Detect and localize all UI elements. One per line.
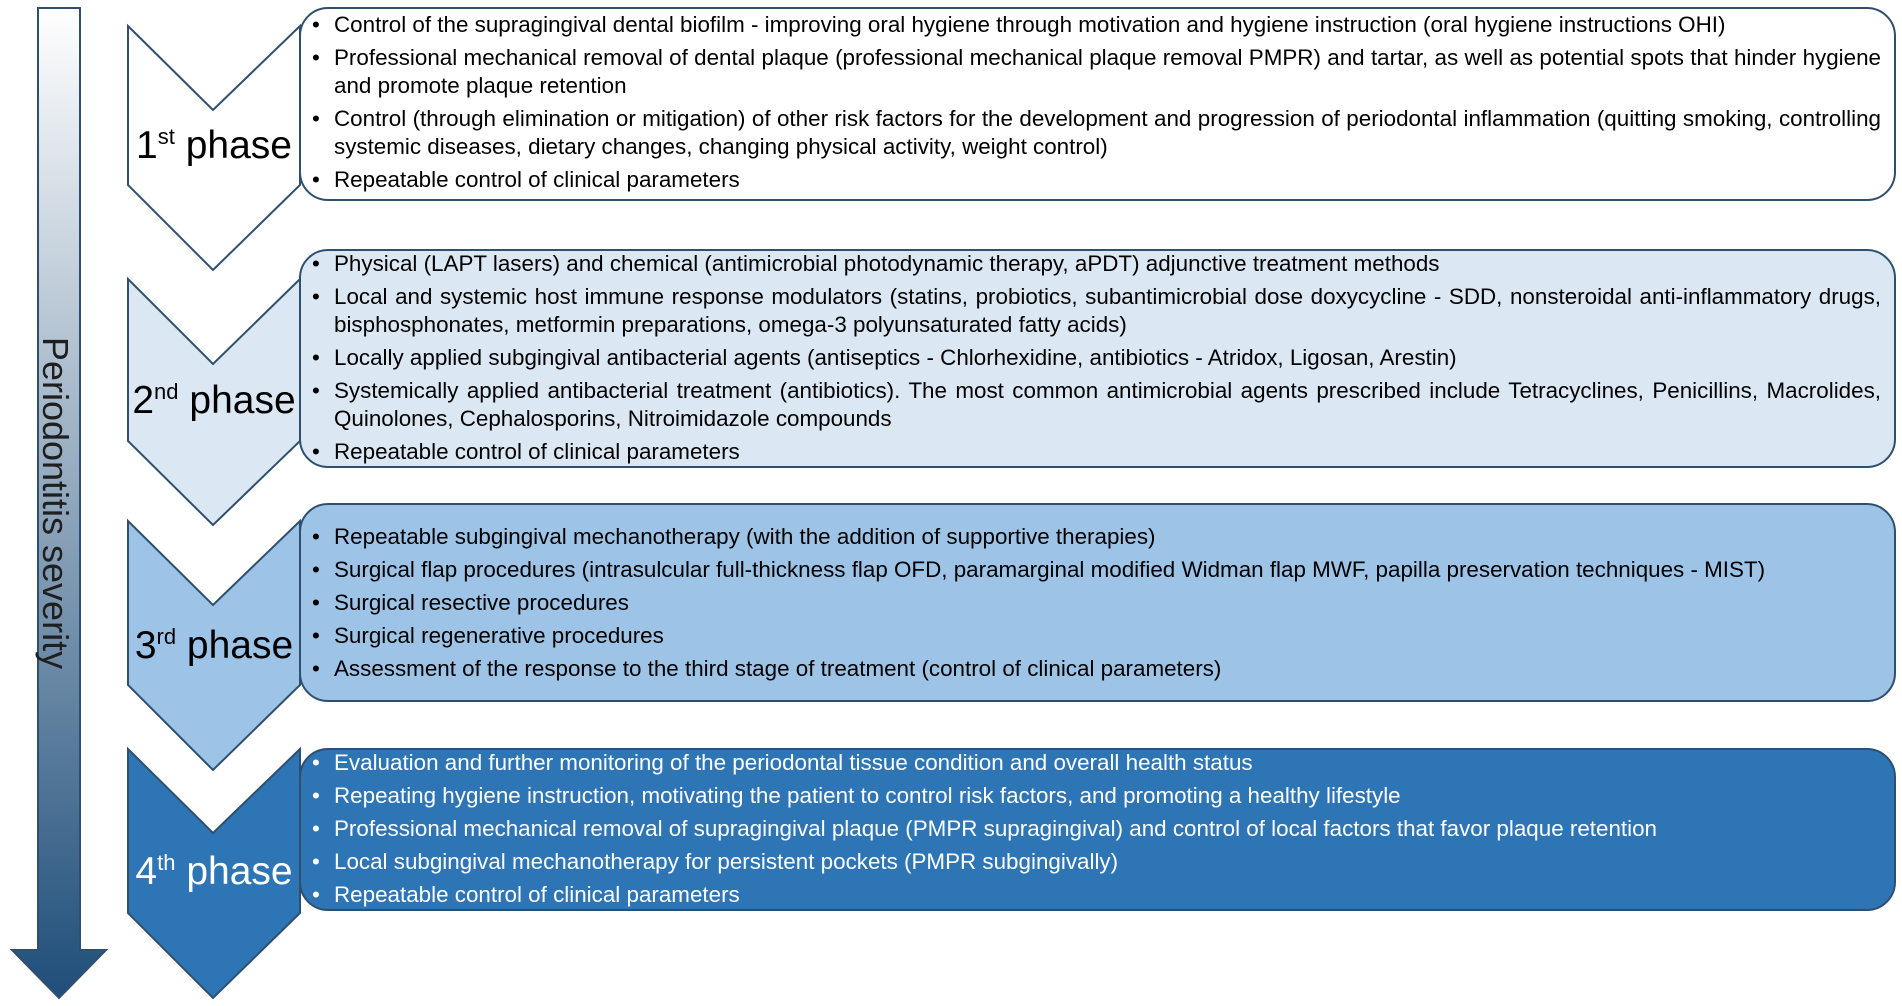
phase-2-content xyxy=(300,250,1895,471)
list-item: • Evaluation and further monitoring of the periodontal tissue condition and overall health status xyxy=(300,749,1881,777)
phase-2-suffix: nd xyxy=(154,379,179,404)
list-item: • Surgical resective procedures xyxy=(300,589,1881,617)
phase-1-number: 1 xyxy=(136,124,158,167)
list-item: • Repeatable subgingival mechanotherapy (with the addition of supportive therapies) xyxy=(300,523,1881,551)
phase-2-word: phase xyxy=(189,379,296,422)
list-item: • Local subgingival mechanotherapy for persistent pockets (PMPR subgingivally) xyxy=(300,848,1881,876)
list-item: • Repeating hygiene instruction, motivating the patient to control risk factors, and promoting a healthy lifestyle xyxy=(300,782,1881,810)
phase-4-label xyxy=(128,852,300,891)
phase-3-content xyxy=(300,523,1895,688)
list-item: • Repeatable control of clinical parameters xyxy=(300,881,1881,909)
phase-4-word: phase xyxy=(186,850,293,893)
list-item: • Local and systemic host immune response modulators (statins, probiotics, subantimicrobial dose doxycycline - SDD, nonsteroidal anti-inflammatory drugs, bisphosphonates, metformin preparations, omega-3 polyunsaturated fatty acids) xyxy=(300,283,1881,339)
phase-2-list xyxy=(300,250,1881,466)
list-item: • Repeatable control of clinical parameters xyxy=(300,166,1881,194)
phase-1-label xyxy=(128,126,300,165)
phase-3-suffix: rd xyxy=(156,624,177,649)
list-item: • Professional mechanical removal of supragingival plaque (PMPR supragingival) and control of local factors that favor plaque retention xyxy=(300,815,1881,843)
phase-4-suffix: th xyxy=(157,850,176,875)
list-item: • Repeatable control of clinical parameters xyxy=(300,438,1881,466)
phase-1-word: phase xyxy=(185,124,292,167)
phase-2-label xyxy=(128,381,300,420)
phase-3-number: 3 xyxy=(134,624,157,667)
severity-label-text: Periodontitis severity xyxy=(35,336,76,670)
list-item: • Control (through elimination or mitigation) of other risk factors for the development and progression of periodontal inflammation (quitting smoking, controlling systemic diseases, dietary changes, changing physical activity, weight control) xyxy=(300,105,1881,161)
phase-1-list xyxy=(300,11,1881,194)
phase-1-suffix: st xyxy=(157,124,175,149)
phase-4-list xyxy=(300,749,1881,909)
list-item: • Professional mechanical removal of dental plaque (professional mechanical plaque removal PMPR) and tartar, as well as potential spots that hinder hygiene and promote plaque retention xyxy=(300,44,1881,100)
phase-2-number: 2 xyxy=(132,379,155,422)
phase-3-label xyxy=(128,626,300,665)
list-item: • Surgical regenerative procedures xyxy=(300,622,1881,650)
list-item: • Systemically applied antibacterial treatment (antibiotics). The most common antimicrobial agents prescribed include Tetracyclines, Penicillins, Macrolides, Quinolones, Cephalosporins, Nitroimidazole compounds xyxy=(300,377,1881,433)
list-item: • Physical (LAPT lasers) and chemical (antimicrobial photodynamic therapy, aPDT) adjunctive treatment methods xyxy=(300,250,1881,278)
list-item: • Assessment of the response to the third stage of treatment (control of clinical parameters) xyxy=(300,655,1881,683)
phase-1-content xyxy=(300,11,1895,199)
phase-4-content xyxy=(300,749,1895,914)
list-item: • Surgical flap procedures (intrasulcular full-thickness flap OFD, paramarginal modified Widman flap MWF, papilla preservation techniques - MIST) xyxy=(300,556,1881,584)
phase-3-list xyxy=(300,523,1881,683)
phase-4-number: 4 xyxy=(135,850,158,893)
list-item: • Locally applied subgingival antibacterial agents (antiseptics - Chlorhexidine, antibiotics - Atridox, Ligosan, Arestin) xyxy=(300,344,1881,372)
phase-3-word: phase xyxy=(186,624,294,667)
list-item: • Control of the supragingival dental biofilm - improving oral hygiene through motivation and hygiene instruction (oral hygiene instructions OHI) xyxy=(300,11,1881,39)
